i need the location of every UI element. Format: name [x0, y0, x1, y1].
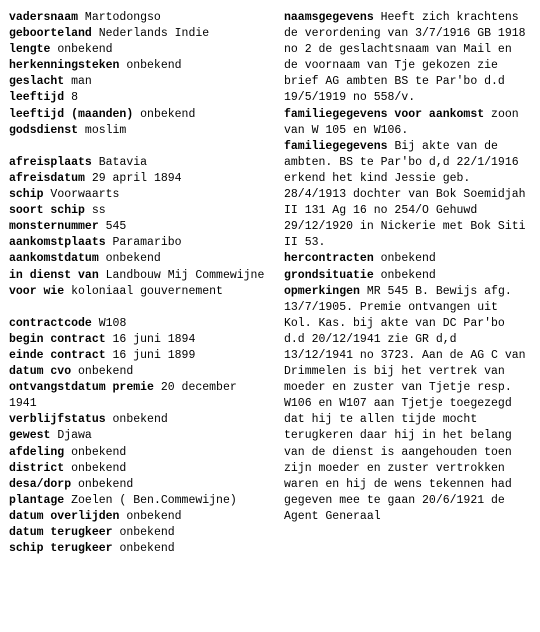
- field-datum-cvo: [9, 364, 271, 380]
- field-label: datum overlijden: [9, 509, 120, 523]
- field-value: Nederlands Indie: [98, 27, 210, 41]
- field-label: grondsituatie: [284, 268, 374, 282]
- field-label: familiegegevens voor aankomst: [284, 107, 485, 121]
- field-value: Batavia: [98, 155, 148, 169]
- field-label: einde contract: [9, 348, 106, 362]
- field-desa-dorp: [9, 477, 271, 493]
- right-column: [284, 10, 532, 525]
- field-value: onbekend: [119, 542, 175, 556]
- field-lengte: [9, 42, 271, 58]
- field-familiegegevens-voor-aankomst: [284, 107, 532, 139]
- field-value: 16 juni 1894: [112, 332, 196, 346]
- field-label: aankomstdatum: [9, 252, 99, 266]
- field-ontvangstdatum-premie: [9, 380, 271, 412]
- field-value: ss: [91, 204, 106, 218]
- spacer: [9, 300, 271, 316]
- field-naamsgegevens: [284, 10, 532, 107]
- field-label: ontvangstdatum premie: [9, 381, 154, 395]
- field-value: Martodongso: [84, 11, 161, 24]
- field-verblijfstatus: [9, 412, 271, 428]
- field-label: afdeling: [9, 445, 65, 459]
- left-column: [9, 10, 271, 557]
- contract-details-group: [9, 316, 271, 557]
- field-value: Paramaribo: [112, 236, 182, 250]
- field-soort-schip: [9, 203, 271, 219]
- field-value: onbekend: [57, 43, 113, 57]
- field-afreisdatum: [9, 171, 271, 187]
- field-district: [9, 461, 271, 477]
- field-aankomstdatum: [9, 251, 271, 267]
- field-label: verblijfstatus: [9, 413, 106, 427]
- field-label: lengte: [9, 43, 51, 57]
- field-opmerkingen: [284, 284, 532, 525]
- field-label: opmerkingen: [284, 284, 360, 298]
- field-label: contractcode: [9, 316, 92, 330]
- field-label: gewest: [9, 429, 51, 443]
- field-grondsituatie: [284, 268, 532, 284]
- field-label: schip terugkeer: [9, 542, 113, 556]
- field-gewest: [9, 428, 271, 444]
- field-herkenningsteken: [9, 58, 271, 74]
- field-contractcode: [9, 316, 271, 332]
- field-familiegegevens: [284, 139, 532, 252]
- field-geslacht: [9, 74, 271, 90]
- field-leeftijd: [9, 90, 271, 106]
- field-voor-wie: [9, 284, 271, 300]
- field-value: onbekend: [119, 526, 175, 539]
- field-label: datum cvo: [9, 365, 72, 379]
- field-value: zoon van W 105 en W106.: [284, 107, 519, 137]
- spacer: [9, 139, 271, 155]
- field-value: 8: [71, 91, 79, 105]
- field-value: onbekend: [71, 445, 127, 459]
- field-value: Djawa: [57, 429, 92, 443]
- field-label: district: [9, 461, 65, 475]
- field-label: familiegegevens: [284, 139, 388, 153]
- field-einde-contract: [9, 348, 271, 364]
- field-label: afreisplaats: [9, 155, 92, 169]
- field-label: vadersnaam: [9, 11, 79, 24]
- personal-details-group: [9, 10, 271, 139]
- field-value: onbekend: [105, 252, 161, 266]
- field-vadersnaam: [9, 10, 271, 26]
- field-label: voor wie: [9, 284, 65, 298]
- field-label: godsdienst: [9, 123, 79, 137]
- field-value: moslim: [84, 123, 127, 137]
- field-value: onbekend: [140, 107, 196, 121]
- field-label: naamsgegevens: [284, 11, 374, 24]
- field-datum-overlijden: [9, 509, 271, 525]
- field-value: man: [71, 75, 92, 89]
- field-label: leeftijd: [9, 91, 65, 105]
- field-hercontracten: [284, 251, 532, 267]
- field-label: desa/dorp: [9, 477, 72, 491]
- field-label: geslacht: [9, 75, 65, 89]
- field-datum-terugkeer: [9, 525, 271, 541]
- field-value: Voorwaarts: [50, 188, 120, 202]
- field-value: Landbouw Mij Commewijne: [105, 268, 265, 282]
- field-label: aankomstplaats: [9, 236, 106, 250]
- field-value: 20 december 1941: [9, 381, 237, 411]
- field-value: onbekend: [71, 461, 127, 475]
- field-value: onbekend: [126, 509, 182, 523]
- field-label: datum terugkeer: [9, 526, 113, 539]
- field-value: 545: [105, 220, 127, 234]
- field-value: onbekend: [78, 365, 134, 379]
- field-value: 16 juni 1899: [112, 348, 196, 362]
- field-geboorteland: [9, 26, 271, 42]
- field-monsternummer: [9, 219, 271, 235]
- field-value: 29 april 1894: [91, 171, 182, 185]
- field-afdeling: [9, 445, 271, 461]
- field-label: geboorteland: [9, 27, 92, 41]
- field-label: schip: [9, 188, 44, 202]
- field-godsdienst: [9, 123, 271, 139]
- field-value: onbekend: [112, 413, 168, 427]
- field-label: begin contract: [9, 332, 106, 346]
- field-value: Heeft zich krachtens de verordening van 3/7/1916 GB 1918 no 2 de geslachtsnaam van Mail en de voornaam van Tje gekozen zie brief AG ambten BS te Par'bo d.d 19/5/1919 no 558/v.: [284, 11, 526, 105]
- field-label: leeftijd (maanden): [9, 107, 134, 121]
- field-value: onbekend: [78, 477, 134, 491]
- field-value: koloniaal gouvernement: [71, 284, 223, 298]
- field-afreisplaats: [9, 155, 271, 171]
- field-in-dienst-van: [9, 268, 271, 284]
- field-leeftijd-maanden: [9, 107, 271, 123]
- field-value: MR 545 B. Bewijs afg. 13/7/1905. Premie ontvangen uit Kol. Kas. bij akte van DC Par'bo d.d 20/12/1941 zie GR d,d 13/12/1941 no 3723. Aan de AG C van Drimmelen is bij het vertrek van moeder en zuster van Tjetje resp. W106 en W107 aan Tjetje toegezegd dat hij te allen tijde mocht terugkeren daar hij in het belang van de dienst is aangehouden toen zijn moeder en zuster vertrokken waren en hij de wens tekennen had gegeven mee te gaan 20/6/1921 de Agent Generaal: [284, 284, 526, 523]
- field-value: onbekend: [380, 252, 436, 266]
- field-plantage: [9, 493, 271, 509]
- field-value: W108: [98, 316, 127, 330]
- field-begin-contract: [9, 332, 271, 348]
- field-label: soort schip: [9, 204, 85, 218]
- field-schip: [9, 187, 271, 203]
- field-label: herkenningsteken: [9, 59, 120, 73]
- field-label: in dienst van: [9, 268, 99, 282]
- field-label: afreisdatum: [9, 171, 85, 185]
- field-label: monsternummer: [9, 220, 99, 234]
- field-value: Bij akte van de ambten. BS te Par'bo d,d 22/1/1916 erkend het kind Jessie geb. 28/4/1913 dochter van Bok Soemidjah II 131 Ag 16 no 254/O Gehuwd 29/12/1920 in Nickerie met Bok Siti II 53.: [284, 139, 526, 250]
- voyage-details-group: [9, 155, 271, 300]
- field-value: onbekend: [126, 59, 182, 73]
- field-value: onbekend: [380, 268, 436, 282]
- field-value: Zoelen ( Ben.Commewijne): [71, 493, 237, 507]
- field-label: plantage: [9, 493, 65, 507]
- field-aankomstplaats: [9, 235, 271, 251]
- field-schip-terugkeer: [9, 541, 271, 557]
- field-label: hercontracten: [284, 252, 374, 266]
